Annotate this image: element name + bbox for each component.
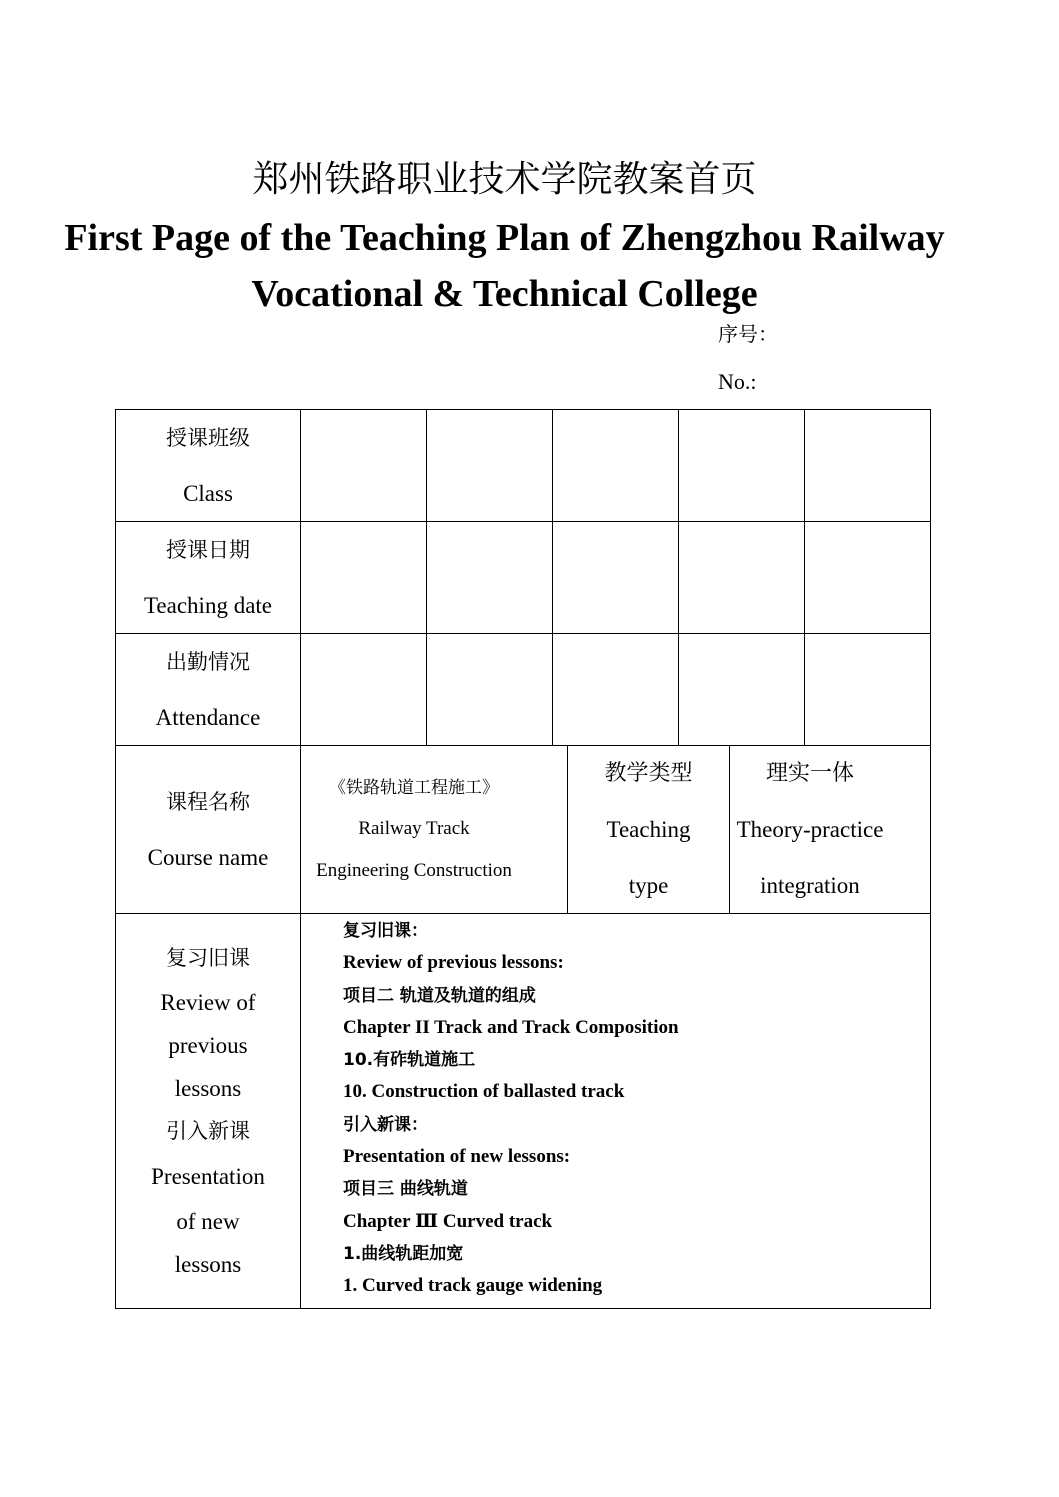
course-name-label-cell xyxy=(115,745,301,914)
review-content-item: 项目三 曲线轨道 xyxy=(343,1179,468,1200)
review-content-item: 项目二 轨道及轨道的组成 xyxy=(343,985,536,1006)
attendance-label-en: Attendance xyxy=(155,704,261,730)
course-name-label-cn: 课程名称 xyxy=(166,789,250,814)
teaching-type-value-cell xyxy=(729,745,931,914)
attendance-value-cell[interactable] xyxy=(804,633,931,746)
review-content-item: Chapter Ⅲ Curved track xyxy=(343,1210,553,1232)
serial-number-label-cn: 序号： xyxy=(718,322,778,346)
serial-number-label-en: No.: xyxy=(718,369,757,394)
review-content-item: 10. Construction of ballasted track xyxy=(343,1081,625,1103)
course-name-en-line2: Engineering Construction xyxy=(316,859,512,881)
review-label-en-2: previous xyxy=(168,1033,248,1058)
teaching-type-label-cn: 教学类型 xyxy=(604,760,693,786)
class-label-en: Class xyxy=(183,480,233,506)
teaching-date-value-cell[interactable] xyxy=(552,521,679,634)
teaching-date-label-cn: 授课日期 xyxy=(166,537,250,562)
review-content-item: 复习旧课： xyxy=(343,921,428,941)
review-content-item: Presentation of new lessons: xyxy=(343,1146,571,1168)
teaching-type-value-en-line1: Theory-practice xyxy=(736,816,884,842)
course-name-value-cell xyxy=(300,745,568,914)
teaching-date-value-cell[interactable] xyxy=(804,521,931,634)
teaching-type-label-cell xyxy=(567,745,730,914)
new-lesson-label-en-2: of new xyxy=(176,1209,240,1234)
attendance-value-cell[interactable] xyxy=(678,633,805,746)
teaching-type-label-en-line1: Teaching xyxy=(606,816,691,842)
new-lesson-label-en-1: Presentation xyxy=(151,1164,265,1189)
class-value-cell[interactable] xyxy=(300,409,427,522)
new-lesson-label-cn: 引入新课 xyxy=(166,1119,250,1143)
teaching-type-value-en-line2: integration xyxy=(760,872,860,898)
teaching-date-label-cell xyxy=(115,521,301,634)
attendance-value-cell[interactable] xyxy=(426,633,553,746)
teaching-date-value-cell[interactable] xyxy=(300,521,427,634)
class-label-cn: 授课班级 xyxy=(166,425,250,450)
teaching-date-value-cell[interactable] xyxy=(678,521,805,634)
teaching-type-value-cn: 理实一体 xyxy=(765,760,854,786)
review-content-list xyxy=(343,915,679,1303)
review-label-cn: 复习旧课 xyxy=(166,946,250,970)
page-title-en: First Page of the Teaching Plan of Zhengzhou Railway Vocational & Technical College xyxy=(64,217,945,315)
review-content-item: 引入新课： xyxy=(343,1114,428,1135)
review-content-item: Review of previous lessons: xyxy=(343,952,564,974)
new-lesson-label-en-3: lessons xyxy=(174,1252,242,1277)
class-value-cell[interactable] xyxy=(426,409,553,522)
attendance-value-cell[interactable] xyxy=(552,633,679,746)
review-content-item: 10.有砟轨道施工 xyxy=(343,1050,476,1071)
review-label-en-1: Review of xyxy=(160,990,256,1015)
class-value-cell[interactable] xyxy=(552,409,679,522)
attendance-label-cell xyxy=(115,633,301,746)
class-value-cell[interactable] xyxy=(678,409,805,522)
review-label-cell xyxy=(115,913,301,1309)
page-title-cn: 郑州铁路职业技术学院教案首页 xyxy=(252,159,757,200)
class-value-cell[interactable] xyxy=(804,409,931,522)
attendance-label-cn: 出勤情况 xyxy=(166,649,250,674)
teaching-date-label-en: Teaching date xyxy=(143,592,273,618)
attendance-value-cell[interactable] xyxy=(300,633,427,746)
course-name-cn: 《铁路轨道工程施工》 xyxy=(329,777,499,798)
review-label-en-3: lessons xyxy=(174,1076,242,1101)
review-content-item: 1. Curved track gauge widening xyxy=(343,1275,603,1297)
course-name-en-line1: Railway Track xyxy=(358,817,470,839)
teaching-date-value-cell[interactable] xyxy=(426,521,553,634)
review-content-item: Chapter II Track and Track Composition xyxy=(343,1016,679,1038)
teaching-type-label-en-line2: type xyxy=(628,872,669,898)
course-name-label-en: Course name xyxy=(147,844,269,870)
class-label-cell xyxy=(115,409,301,522)
review-content-item: 1.曲线轨距加宽 xyxy=(343,1243,464,1264)
